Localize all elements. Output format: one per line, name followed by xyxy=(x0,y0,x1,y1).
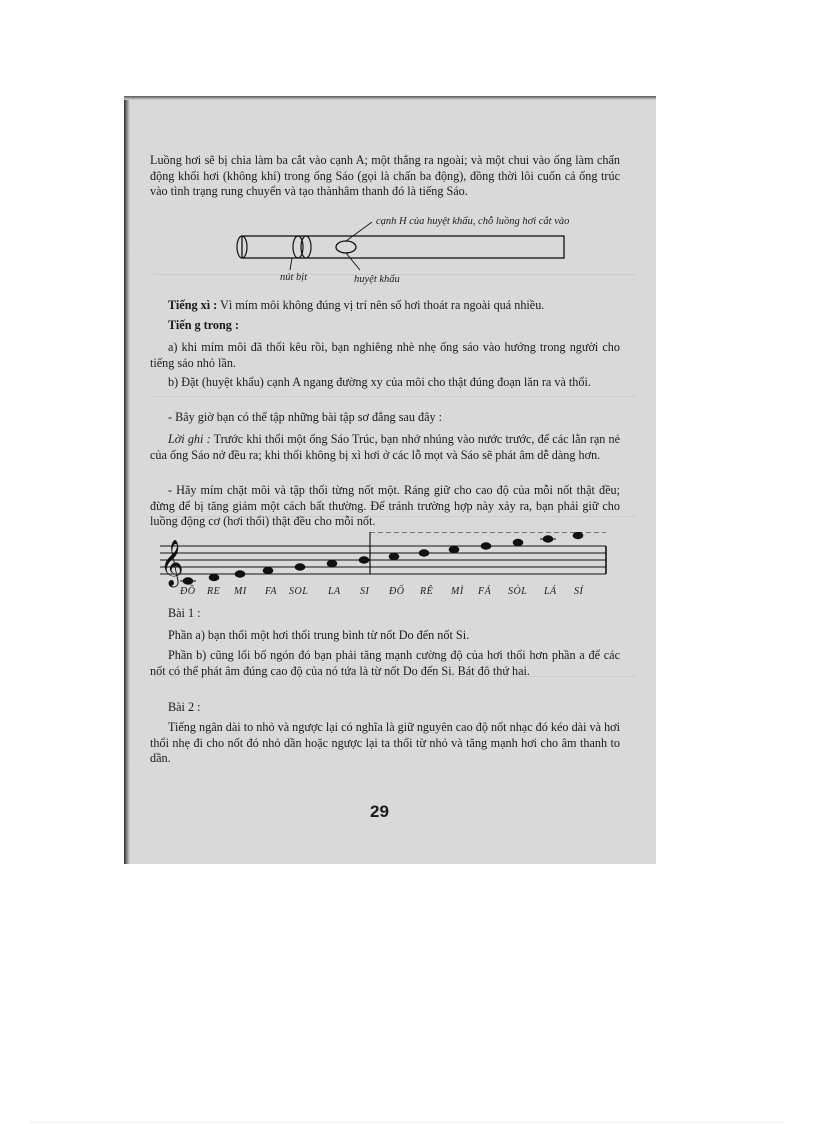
scale-note-label: ĐỐ xyxy=(389,586,405,597)
note-head xyxy=(419,550,429,556)
heading-tieng-xi: Tiếng xì : xyxy=(168,298,218,312)
note-head xyxy=(513,539,523,545)
heading-bai-2: Bài 2 : xyxy=(168,700,201,714)
diagram-label-plug: nút bịt xyxy=(280,272,308,283)
scale-note-label: MÌ xyxy=(451,586,464,597)
treble-clef-icon: 𝄞 xyxy=(160,540,184,586)
scale-note-label: SÒL xyxy=(508,586,528,597)
scale-note-label: LA xyxy=(328,586,341,597)
note-head xyxy=(263,567,273,573)
book-page xyxy=(124,96,656,864)
paragraph-bai-2: Tiếng ngân dài to nhỏ và ngược lại có nghĩa là giữ nguyên cao độ nốt nhạc đó kéo dài và hơi thổi nhẹ đi cho nốt đó nhỏ dần hoặc ngược lại ta thổi từ nhỏ và tăng mạnh hơi cho âm thanh to dần. xyxy=(150,720,620,765)
text-loi-ghi: Trước khi thổi một ống Sáo Trúc, bạn nhớ nhúng vào nước trước, để các lằn rạn nẻ của ống Sáo nở đều ra; khi thổi không bị xì hơi ở các lỗ mọt và Sáo sẽ phát âm dễ dàng hơn. xyxy=(150,432,620,462)
paragraph-item-a: a) khi mím môi đã thổi kêu rồi, bạn nghiêng nhè nhẹ ống sáo vào hướng trong người cho tiếng sáo nhỏ lần. xyxy=(150,340,620,370)
scale-note-label: RÊ xyxy=(420,586,434,597)
page-number: 29 xyxy=(370,802,389,821)
paragraph-item-b: b) Đặt (huyệt khẩu) cạnh A ngang đường xy của môi cho thật đúng đoạn lăn ra và thổi. xyxy=(168,375,591,389)
paragraph-loi-ghi xyxy=(150,432,620,463)
note-head xyxy=(449,546,459,552)
paragraph-bay-gio: - Bây giờ bạn có thể tập những bài tập sơ đẳng sau đây : xyxy=(168,410,443,424)
heading-tieng-trong: Tiến g trong : xyxy=(168,318,239,332)
scale-note-label: MI xyxy=(234,586,247,597)
scale-note-label: SOL xyxy=(289,586,309,597)
music-staff xyxy=(152,532,614,594)
heading-bai-1: Bài 1 : xyxy=(168,606,201,620)
scale-note-label: ĐỒ xyxy=(180,586,196,597)
scan-artifact xyxy=(154,396,636,397)
scale-note-label: SÍ xyxy=(574,586,584,597)
paragraph-bai-1a: Phần a) bạn thổi một hơi thổi trung bình từ nốt Do đến nốt Si. xyxy=(168,628,470,642)
scale-note-label: FA xyxy=(265,586,277,597)
note-head xyxy=(327,560,337,566)
note-head xyxy=(235,571,245,577)
note-head xyxy=(359,557,369,563)
paragraph-hay-mim: - Hãy mím chặt môi và tập thổi từng nốt một. Ráng giữ cho cao độ của mỗi nốt thật đều; đừng để bị tăng giảm một cách bất thường. Để tránh trường hợp này xảy ra, bạn phải giữ cho luồng động cơ (hơi thổi) thật đều cho mỗi nốt. xyxy=(150,483,620,528)
paragraph-intro: Luồng hơi sẽ bị chia làm ba cắt vào cạnh A; một thẳng ra ngoài; và một chui vào ống làm chấn động khối hơi (không khí) trong ống Sáo (gọi là chấn ba động), đồng thời lôi cuốn cả ống trúc vào tình trạng rung chuyển và tạo thànhâm thanh đó là tiếng Sáo. xyxy=(150,153,620,198)
note-head xyxy=(389,553,399,559)
paragraph-tieng-xi xyxy=(168,298,620,314)
note-head xyxy=(481,543,491,549)
scale-note-label: LÁ xyxy=(544,586,557,597)
note-head xyxy=(543,536,553,542)
scale-note-label: RE xyxy=(207,586,221,597)
text-tieng-xi: Vì mím môi không đúng vị trí nên số hơi thoát ra ngoài quá nhiều. xyxy=(220,298,545,312)
note-head xyxy=(209,574,219,580)
label-loi-ghi: Lời ghi : xyxy=(168,432,211,446)
scale-note-label: SI xyxy=(360,586,370,597)
scale-note-label: FÁ xyxy=(478,586,492,597)
note-head xyxy=(295,564,305,570)
diagram-label-hole: huyệt khẩu xyxy=(354,274,400,285)
paragraph-bai-1b: Phần b) cũng lối bố ngón đó bạn phải tăng mạnh cường độ của hơi thổi hơn phần a để các nốt có thể phát âm đúng cao độ của nó tứa là từ nốt Do đến Si. Bát đô thứ hai. xyxy=(150,648,620,678)
note-head xyxy=(573,532,583,538)
diagram-label-edge: cạnh H của huyệt khẩu, chỗ luồng hơi cắt vào xyxy=(376,216,570,227)
scale-notes xyxy=(180,532,583,584)
note-head xyxy=(183,578,193,584)
